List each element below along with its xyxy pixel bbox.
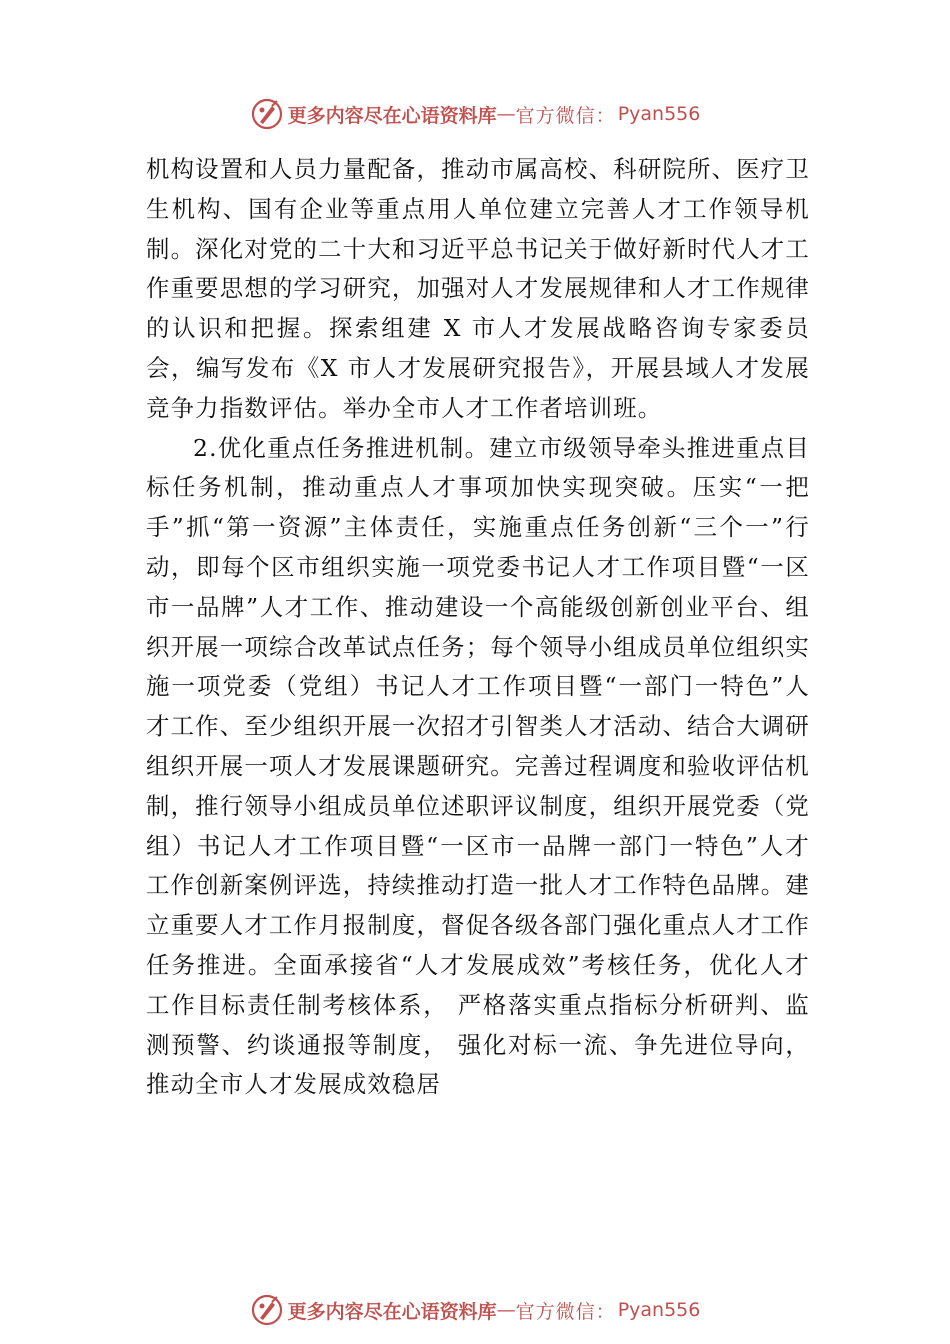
banner-wechat-label: 官方微信： [515, 104, 616, 127]
header-watermark-banner [0, 94, 950, 134]
paragraph-1: 机构设置和人员力量配备，推动市属高校、科研院所、医疗卫生机构、国有企业等重点用人单位建立完善人才工作领导机制。深化对党的二十大和习近平总书记关于做好新时代人才工作重要思想的学习研究，加强对人才发展规律和人才工作规律的认识和把握。探索组建 X 市人才发展战略咨询专家委员会，编写发布《X 市人才发展研究报告》，开展县域人才发展竞争力指数评估。举办全市人才工作者培训班。 [146, 155, 810, 422]
banner-wechat-label: 官方微信： [515, 1300, 616, 1323]
paragraph-2: 2.优化重点任务推进机制。建立市级领导牵头推进重点目标任务机制，推动重点人才事项加快实现突破。压实“一把手”抓“第一资源”主体责任，实施重点任务创新“三个一”行动，即每个区市组织实施一项党委书记人才工作项目暨“一区市一品牌”人才工作、推动建设一个高能级创新创业平台、组织开展一项综合改革试点任务；每个领导小组成员单位组织实施一项党委（党组）书记人才工作项目暨“一部门一特色”人才工作、至少组织开展一次招才引智类人才活动、结合大调研组织开展一项人才发展课题研究。完善过程调度和验收评估机制，推行领导小组成员单位述职评议制度，组织开展党委（党组）书记人才工作项目暨“一区市一品牌一部门一特色”人才工作创新案例评选，持续推动打造一批人才工作特色品牌。建立重要人才工作月报制度，督促各级各部门强化重点人才工作任务推进。全面承接省“人才发展成效”考核任务，优化人才工作目标责任制考核体系， 严格落实重点指标分析研判、监测预警、约谈通报等制度， 强化对标一流、争先进位导向，推动全市人才发展成效稳居 [146, 433, 810, 1099]
pen-logo-icon [250, 1293, 284, 1327]
document-body [146, 150, 810, 1105]
banner-main-text: 更多内容尽在心语资料库 [287, 104, 497, 127]
banner-dash: — [496, 103, 516, 125]
banner-wechat-id: Pyan556 [617, 103, 701, 125]
banner-wechat-id: Pyan556 [617, 1299, 701, 1321]
footer-watermark-banner [0, 1290, 950, 1330]
banner-main-text: 更多内容尽在心语资料库 [287, 1300, 497, 1323]
banner-dash: — [496, 1299, 516, 1321]
pen-logo-icon [250, 97, 284, 131]
